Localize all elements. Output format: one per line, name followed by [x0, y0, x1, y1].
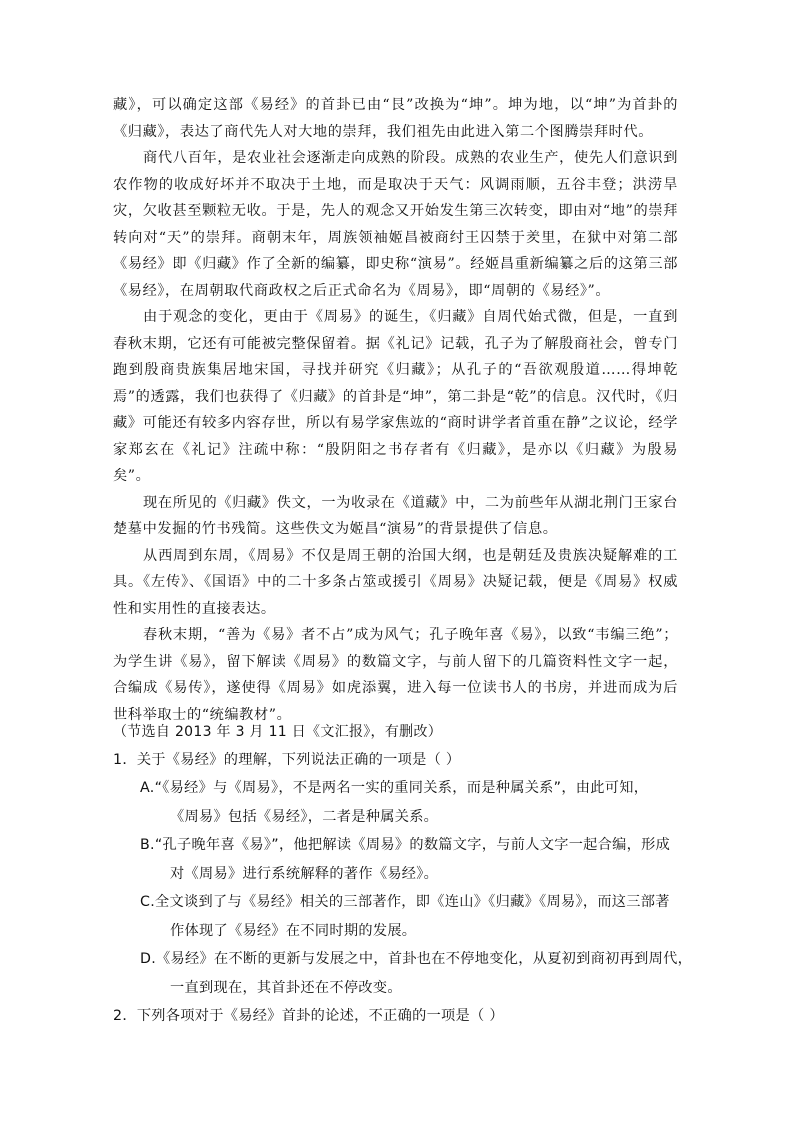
question-2	[113, 1002, 688, 1030]
option-text: 作体现了《易经》在不同时期的发展。	[170, 922, 417, 939]
option-a[interactable]	[113, 774, 688, 831]
article-paragraph: 藏》，可以确定这部《易经》的首卦已由“艮”改换为“坤”。坤为地，以“坤”为首卦的《归藏》，表达了商代先人对大地的崇拜，我们祖先由此进入第二个图腾崇拜时代。	[113, 97, 678, 140]
question-section	[113, 746, 693, 1030]
option-c[interactable]	[113, 888, 688, 945]
option-text: A.“《易经》与《周易》，不是两名一实的重同关系，而是种属关系”，由此可知，	[140, 780, 649, 796]
article-source-note: （节选自 2013 年 3 月 11 日《文汇报》，有删改）	[113, 724, 443, 740]
option-text: B.“孔子晚年喜《易》”，他把解读《周易》的数篇文字，与前人文字一起合编，形成	[140, 837, 671, 853]
option-text: 《周易》包括《易经》，二者是种属关系。	[170, 808, 439, 825]
option-text: C.全文谈到了与《易经》相关的三部著作，即《连山》《归藏》《周易》，而这三部著	[140, 894, 670, 910]
article-paragraph: 现在所见的《归藏》佚文，一为收录在《道藏》中，二为前些年从湖北荆门王家台楚墓中发掘的竹书残简。这些佚文为姬昌“演易”的背景提供了信息。	[113, 494, 678, 537]
option-text: D.《易经》在不断的更新与发展之中，首卦也在不停地变化，从夏初到商初再到周代，	[140, 951, 693, 967]
option-d[interactable]	[113, 945, 693, 1002]
option-list	[113, 774, 693, 1002]
article-paragraph: 从西周到东周，《周易》不仅是周王朝的治国大纲，也是朝廷及贵族决疑解难的工具。《左传》、《国语》中的二十多条占筮或援引《周易》决疑记载，便是《周易》权威性和实用性的直接表达。	[113, 547, 678, 617]
article-paragraph: 商代八百年，是农业社会逐渐走向成熟的阶段。成熟的农业生产，使先人们意识到农作物的收成好坏并不取决于土地，而是取决于天气：风调雨顺，五谷丰登；洪涝旱灾，欠收甚至颗粒无收。于是，先人的观念又开始发生第三次转变，即由对“地”的崇拜转向对“天”的崇拜。商朝末年，周族领袖姬昌被商纣王囚禁于羑里，在狱中对第二部《易经》即《归藏》作了全新的编纂，即史称“演易”。经姬昌重新编纂之后的这第三部《易经》，在周朝取代商政权之后正式命名为《周易》，即“周朝的《易经》”。	[113, 150, 678, 299]
question-stem: 1．关于《易经》的理解，下列说法正确的一项是（ ）	[113, 752, 461, 768]
option-text: 一直到现在，其首卦还在不停改变。	[170, 979, 402, 996]
article-body	[113, 92, 678, 728]
option-b[interactable]	[113, 831, 688, 888]
article-paragraph: 春秋末期，“善为《易》者不占”成为风气；孔子晚年喜《易》，以致“韦编三绝”；为学生讲《易》，留下解读《周易》的数篇文字，与前人留下的几篇资料性文字一起，合编成《易传》，遂使得《周易》如虎添翼，进入每一位读书人的书房，并进而成为后世科举取士的“统编教材”。	[113, 627, 678, 723]
question-stem: 2．下列各项对于《易经》首卦的论述，不正确的一项是（ ）	[113, 1008, 504, 1024]
option-text: 对《周易》进行系统解释的著作《易经》。	[170, 865, 439, 882]
question-1	[113, 746, 693, 1002]
article-paragraph: 由于观念的变化，更由于《周易》的诞生，《归藏》自周代始式微，但是，一直到春秋末期，它还有可能被完整保留着。据《礼记》记载，孔子为了解殷商社会，曾专门跑到殷商贵族集居地宋国，寻找并研究《归藏》；从孔子的“吾欲观殷道……得坤乾焉”的透露，我们也获得了《归藏》的首卦是“坤”，第二卦是“乾”的信息。汉代时，《归藏》可能还有较多内容存世，所以有易学家焦竑的“商时讲学者首重在静”之议论，经学家郑玄在《礼记》注疏中称：“殷阴阳之书存者有《归藏》，是亦以《归藏》为殷易矣”。	[113, 309, 678, 484]
